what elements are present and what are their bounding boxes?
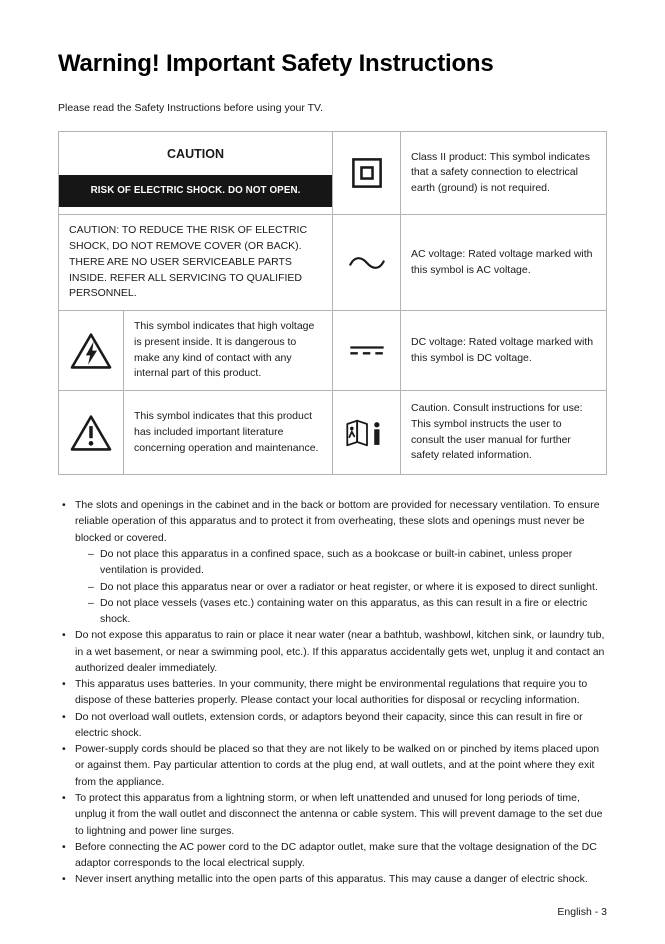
instruction-text: This apparatus uses batteries. In your community, there might be environmental regulations that require you to dispose of these batteries properly. Please contact your local authorities for disposal or recycling information. — [75, 678, 588, 707]
list-item — [62, 676, 607, 709]
table-row — [59, 132, 607, 215]
class-ii-symbol-cell — [333, 132, 401, 215]
ac-voltage-description: AC voltage: Rated voltage marked with this symbol is AC voltage. — [401, 215, 607, 311]
instruction-text: Power-supply cords should be placed so that they are not likely to be walked on or pinched by items placed upon or against them. Pay particular attention to cords at the plug end, at wall outlets, and at the point where they exit from the appliance. — [75, 743, 600, 788]
instruction-text: Do not expose this apparatus to rain or place it near water (near a bathtub, washbowl, kitchen sink, or laundry tub, in a wet basement, or near a swimming pool, etc.). If this apparatus accidentally gets wet, unplug it and contact an authorized dealer immediately. — [75, 629, 605, 674]
dc-voltage-description: DC voltage: Rated voltage marked with this symbol is DC voltage. — [401, 311, 607, 391]
list-item — [62, 741, 607, 790]
table-row — [59, 311, 607, 391]
ac-voltage-icon — [347, 254, 387, 272]
list-item — [62, 790, 607, 839]
electric-shock-warning-bar: RISK OF ELECTRIC SHOCK. DO NOT OPEN. — [59, 175, 332, 208]
instruction-text: Never insert anything metallic into the open parts of this apparatus. This may cause a danger of electric shock. — [75, 873, 588, 886]
consult-instructions-description: Caution. Consult instructions for use: This symbol instructs the user to consult the user manual for further safety related information. — [401, 391, 607, 475]
important-literature-icon — [70, 414, 112, 452]
sub-list-item: – Do not place this apparatus in a confined space, such as a bookcase or built-in cabinet, unless proper ventilation is provided. — [88, 546, 607, 579]
safety-symbols-table — [58, 131, 607, 475]
class-ii-icon — [350, 156, 384, 190]
safety-instructions-list — [58, 497, 607, 887]
important-literature-symbol-cell — [59, 391, 124, 475]
important-literature-description: This symbol indicates that this product has included important literature concerning operation and maintenance. — [124, 391, 333, 475]
consult-instructions-icon — [344, 417, 390, 449]
sub-list-item: – Do not place vessels (vases etc.) containing water on this apparatus, as this can result in a fire or electric shock. — [88, 595, 607, 628]
list-item — [62, 497, 607, 627]
instruction-text: Do not overload wall outlets, extension cords, or adaptors beyond their capacity, since this can result in fire or electric shock. — [75, 710, 583, 739]
consult-instructions-symbol-cell — [333, 391, 401, 475]
table-row — [59, 215, 607, 311]
list-item — [62, 871, 607, 887]
class-ii-description: Class II product: This symbol indicates that a safety connection to electrical earth (ground) is not required. — [401, 132, 607, 215]
high-voltage-description: This symbol indicates that high voltage is present inside. It is dangerous to make any kind of contact with any internal part of this product. — [124, 311, 333, 391]
caution-body-text: CAUTION: TO REDUCE THE RISK OF ELECTRIC SHOCK, DO NOT REMOVE COVER (OR BACK). THERE ARE NO USER SERVICEABLE PARTS INSIDE. REFER ALL SERVICING TO QUALIFIED PERSONNEL. — [59, 215, 333, 311]
caution-heading: CAUTION — [167, 147, 224, 161]
dc-voltage-icon — [347, 342, 387, 358]
sub-instructions-list — [75, 546, 607, 627]
caution-cell — [59, 132, 333, 215]
high-voltage-icon — [70, 332, 112, 370]
page-number: English - 3 — [557, 905, 607, 918]
list-item — [62, 709, 607, 742]
list-item — [62, 627, 607, 676]
sub-list-item: – Do not place this apparatus near or over a radiator or heat register, or where it is exposed to direct sunlight. — [88, 579, 607, 595]
ac-voltage-symbol-cell — [333, 215, 401, 311]
instruction-text: Before connecting the AC power cord to the DC adaptor outlet, make sure that the voltage designation of the DC adaptor corresponds to the local electrical supply. — [75, 840, 597, 870]
instruction-text: To protect this apparatus from a lightning storm, or when left unattended and unused for long periods of time, unplug it from the wall outlet and disconnect the antenna or cable system. This will prevent damage to the set due to lightning and power line surges. — [75, 791, 603, 837]
intro-text: Please read the Safety Instructions before using your TV. — [58, 102, 323, 114]
instruction-text: The slots and openings in the cabinet and in the back or bottom are provided for necessary ventilation. To ensure reliable operation of this apparatus and to protect it from overheating, these slots and openings must never be blocked or covered. — [75, 499, 600, 544]
high-voltage-symbol-cell — [59, 311, 124, 391]
page-title: Warning! Important Safety Instructions — [58, 50, 494, 77]
table-row — [59, 391, 607, 475]
list-item — [62, 839, 607, 872]
dc-voltage-symbol-cell — [333, 311, 401, 391]
